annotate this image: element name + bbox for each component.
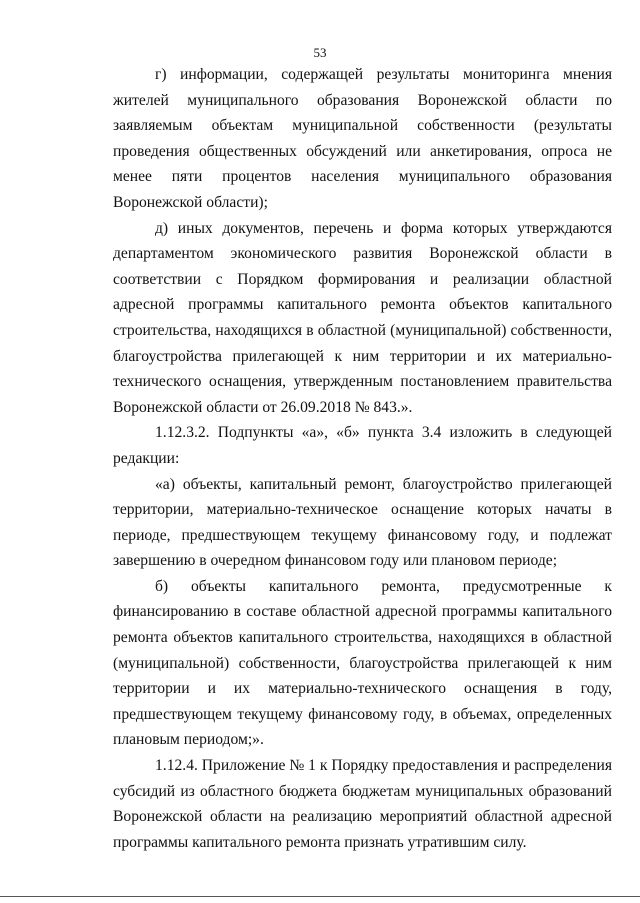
- page-number: 53: [313, 45, 327, 60]
- paragraph-1-12-3-2: 1.12.3.2. Подпункты «а», «б» пункта 3.4 изложить в следующей редакции:: [113, 424, 612, 467]
- paragraph-item-a: «а) объекты, капитальный ремонт, благоустройство прилегающей территории, материально-техническое оснащение которых начаты в периоде, предшествующем текущему финансовому году, и подлежат завершению в очередном финансовом году или плановом периоде;: [113, 475, 612, 570]
- paragraph-item-d: д) иных документов, перечень и форма которых утверждаются департаментом экономического развития Воронежской области в соответствии с Порядком формирования и реализации областной адресной программы капитального ремонта объектов капитального строительства, находящихся в областной (муниципальной) собственности, благоустройства прилегающей к ним территории и их материально-технического оснащения, утвержденным постановлением правительства Воронежской области от 26.09.2018 № 843.».: [113, 219, 612, 416]
- document-body: [113, 62, 612, 855]
- page-bottom-divider: [0, 896, 640, 897]
- paragraph-1-12-4: 1.12.4. Приложение № 1 к Порядку предоставления и распределения субсидий из областного бюджета бюджетам муниципальных образований Воронежской области на реализацию мероприятий областной адресной программы капитального ремонта признать утратившим силу.: [113, 757, 612, 851]
- paragraph-item-g: г) информации, содержащей результаты мониторинга мнения жителей муниципального образования Воронежской области по заявляемым объектам муниципальной собственности (результаты проведения общественных обсуждений или анкетирования, опроса не менее пяти процентов населения муниципального образования Воронежской области);: [113, 66, 612, 211]
- paragraph-item-b: б) объекты капитального ремонта, предусмотренные к финансированию в составе областной адресной программы капитального ремонта объектов капитального строительства, находящихся в областной (муниципальной) собственности, благоустройства прилегающей к ним территории и их материально-технического оснащения в году, предшествующем текущему финансовому году, в объемах, определенных плановым периодом;».: [113, 577, 612, 749]
